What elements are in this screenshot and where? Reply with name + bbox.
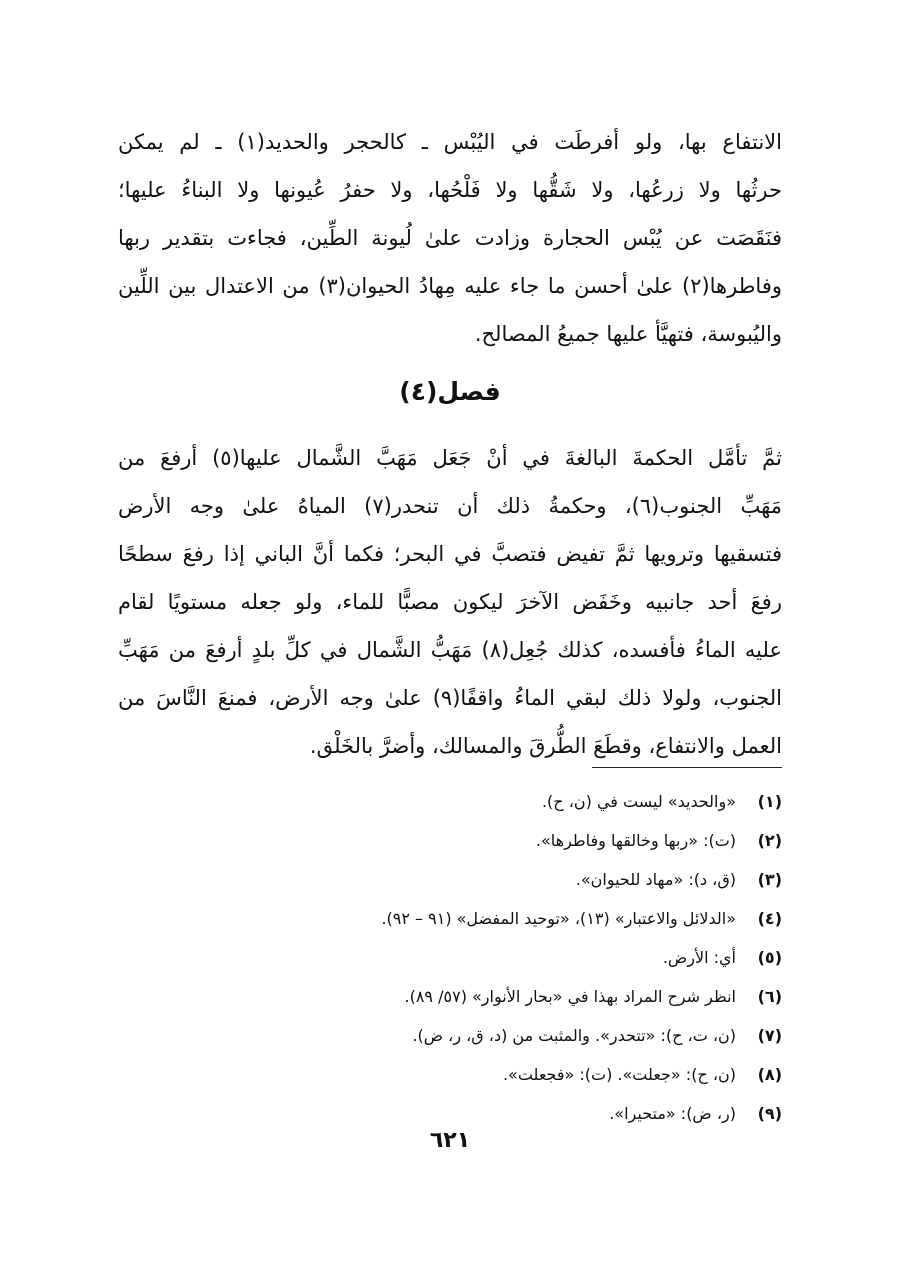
text-line: الجنوب، ولولا ذلك لبقي الماءُ واقفًا(٩) علىٰ وجه الأرض، فمنعَ النَّاسَ من xyxy=(118,686,782,710)
text-line: وفاطرها(٢) علىٰ أحسن ما جاء عليه مِهادُ الحيوان(٣) من الاعتدال بين اللِّين xyxy=(118,274,782,298)
text-line: الانتفاع بها، ولو أفرطَت في اليُبْس ـ كالحجر والحديد(١) ـ لم يمكن xyxy=(118,130,782,154)
footnote-number: (٥) xyxy=(757,948,782,967)
footnote-text: «والحديد» ليست في (ن، ح). xyxy=(541,792,736,811)
footnote xyxy=(118,938,782,977)
footnote-number: (٣) xyxy=(757,870,782,889)
footnote xyxy=(118,1055,782,1094)
footnote-text: (ن، ح): «جعلت». (ت): «فجعلت». xyxy=(502,1065,736,1084)
footnote xyxy=(118,782,782,821)
footnote-number: (٦) xyxy=(757,987,782,1006)
footnote xyxy=(118,899,782,938)
footnote-number: (٧) xyxy=(757,1026,782,1045)
footnote-number: (٩) xyxy=(757,1104,782,1123)
text-line: حرثُها ولا زرعُها، ولا شَقُّها ولا فَلْحُها، ولا حفرُ عُيونها ولا البناءُ عليها؛ xyxy=(118,178,782,202)
footnote xyxy=(118,1016,782,1055)
footnote-separator xyxy=(592,767,782,768)
text-line: ثمَّ تأمَّل الحكمةَ البالغةَ في أنْ جَعَل مَهَبَّ الشَّمال عليها(٥) أرفعَ من xyxy=(118,446,782,470)
main-text xyxy=(118,118,782,770)
footnote-number: (٨) xyxy=(757,1065,782,1084)
footnote-text: (ن، ت، ح): «تتحدر». والمثبت من (د، ق، ر، ض). xyxy=(412,1026,736,1045)
footnote-text: (ت): «ربها وخالقها وفاطرها». xyxy=(535,831,736,850)
footnote-number: (٤) xyxy=(757,909,782,928)
footnote-number: (٢) xyxy=(757,831,782,850)
text-line: فنَقَصَت عن يُبْس الحجارة وزادت علىٰ لُيونة الطِّين، فجاءت بتقدير ربها xyxy=(118,226,782,250)
paragraph-2 xyxy=(118,434,782,770)
footnote-text: (ق، د): «مهاد للحيوان». xyxy=(575,870,736,889)
footnote-text: «الدلائل والاعتبار» (١٣)، «توحيد المفضل» (٩١ – ٩٢). xyxy=(381,909,736,928)
text-line: واليُبوسة، فتهيَّأ عليها جميعُ المصالح. xyxy=(474,322,782,346)
section-heading: فصل(٤) xyxy=(399,377,501,406)
footnote xyxy=(118,821,782,860)
footnote xyxy=(118,977,782,1016)
paragraph-1 xyxy=(118,118,782,358)
text-line: مَهَبِّ الجنوب(٦)، وحكمةُ ذلك أن تنحدر(٧) المياهُ علىٰ وجه الأرض xyxy=(118,494,782,518)
text-line: فتسقيها وترويها ثمَّ تفيض فتصبَّ في البحر؛ فكما أنَّ الباني إذا رفعَ سطحًا xyxy=(118,542,782,566)
footnote-number: (١) xyxy=(757,792,782,811)
footnote xyxy=(118,860,782,899)
footnote-text: انظر شرح المراد بهذا في «بحار الأنوار» (٥٧/ ٨٩). xyxy=(404,987,736,1006)
footnotes xyxy=(118,782,782,1133)
text-line: رفعَ أحد جانبيه وخَفَض الآخرَ ليكون مصبًّا للماء، ولو جعله مستويًا لقام xyxy=(118,590,782,614)
footnote-text: (ر، ض): «متحيرا». xyxy=(609,1104,736,1123)
text-line: عليه الماءُ فأفسده، كذلك جُعِل(٨) مَهَبُّ الشَّمال في كلِّ بلدٍ أرفعَ من مَهَبِّ xyxy=(118,638,782,662)
footnote-text: أي: الأرض. xyxy=(662,948,736,967)
text-line: العمل والانتفاع، وقطَعَ الطُّرقَ والمسالك، وأضرَّ بالخَلْق. xyxy=(309,734,782,758)
page-number: ٦٢١ xyxy=(429,1128,471,1153)
